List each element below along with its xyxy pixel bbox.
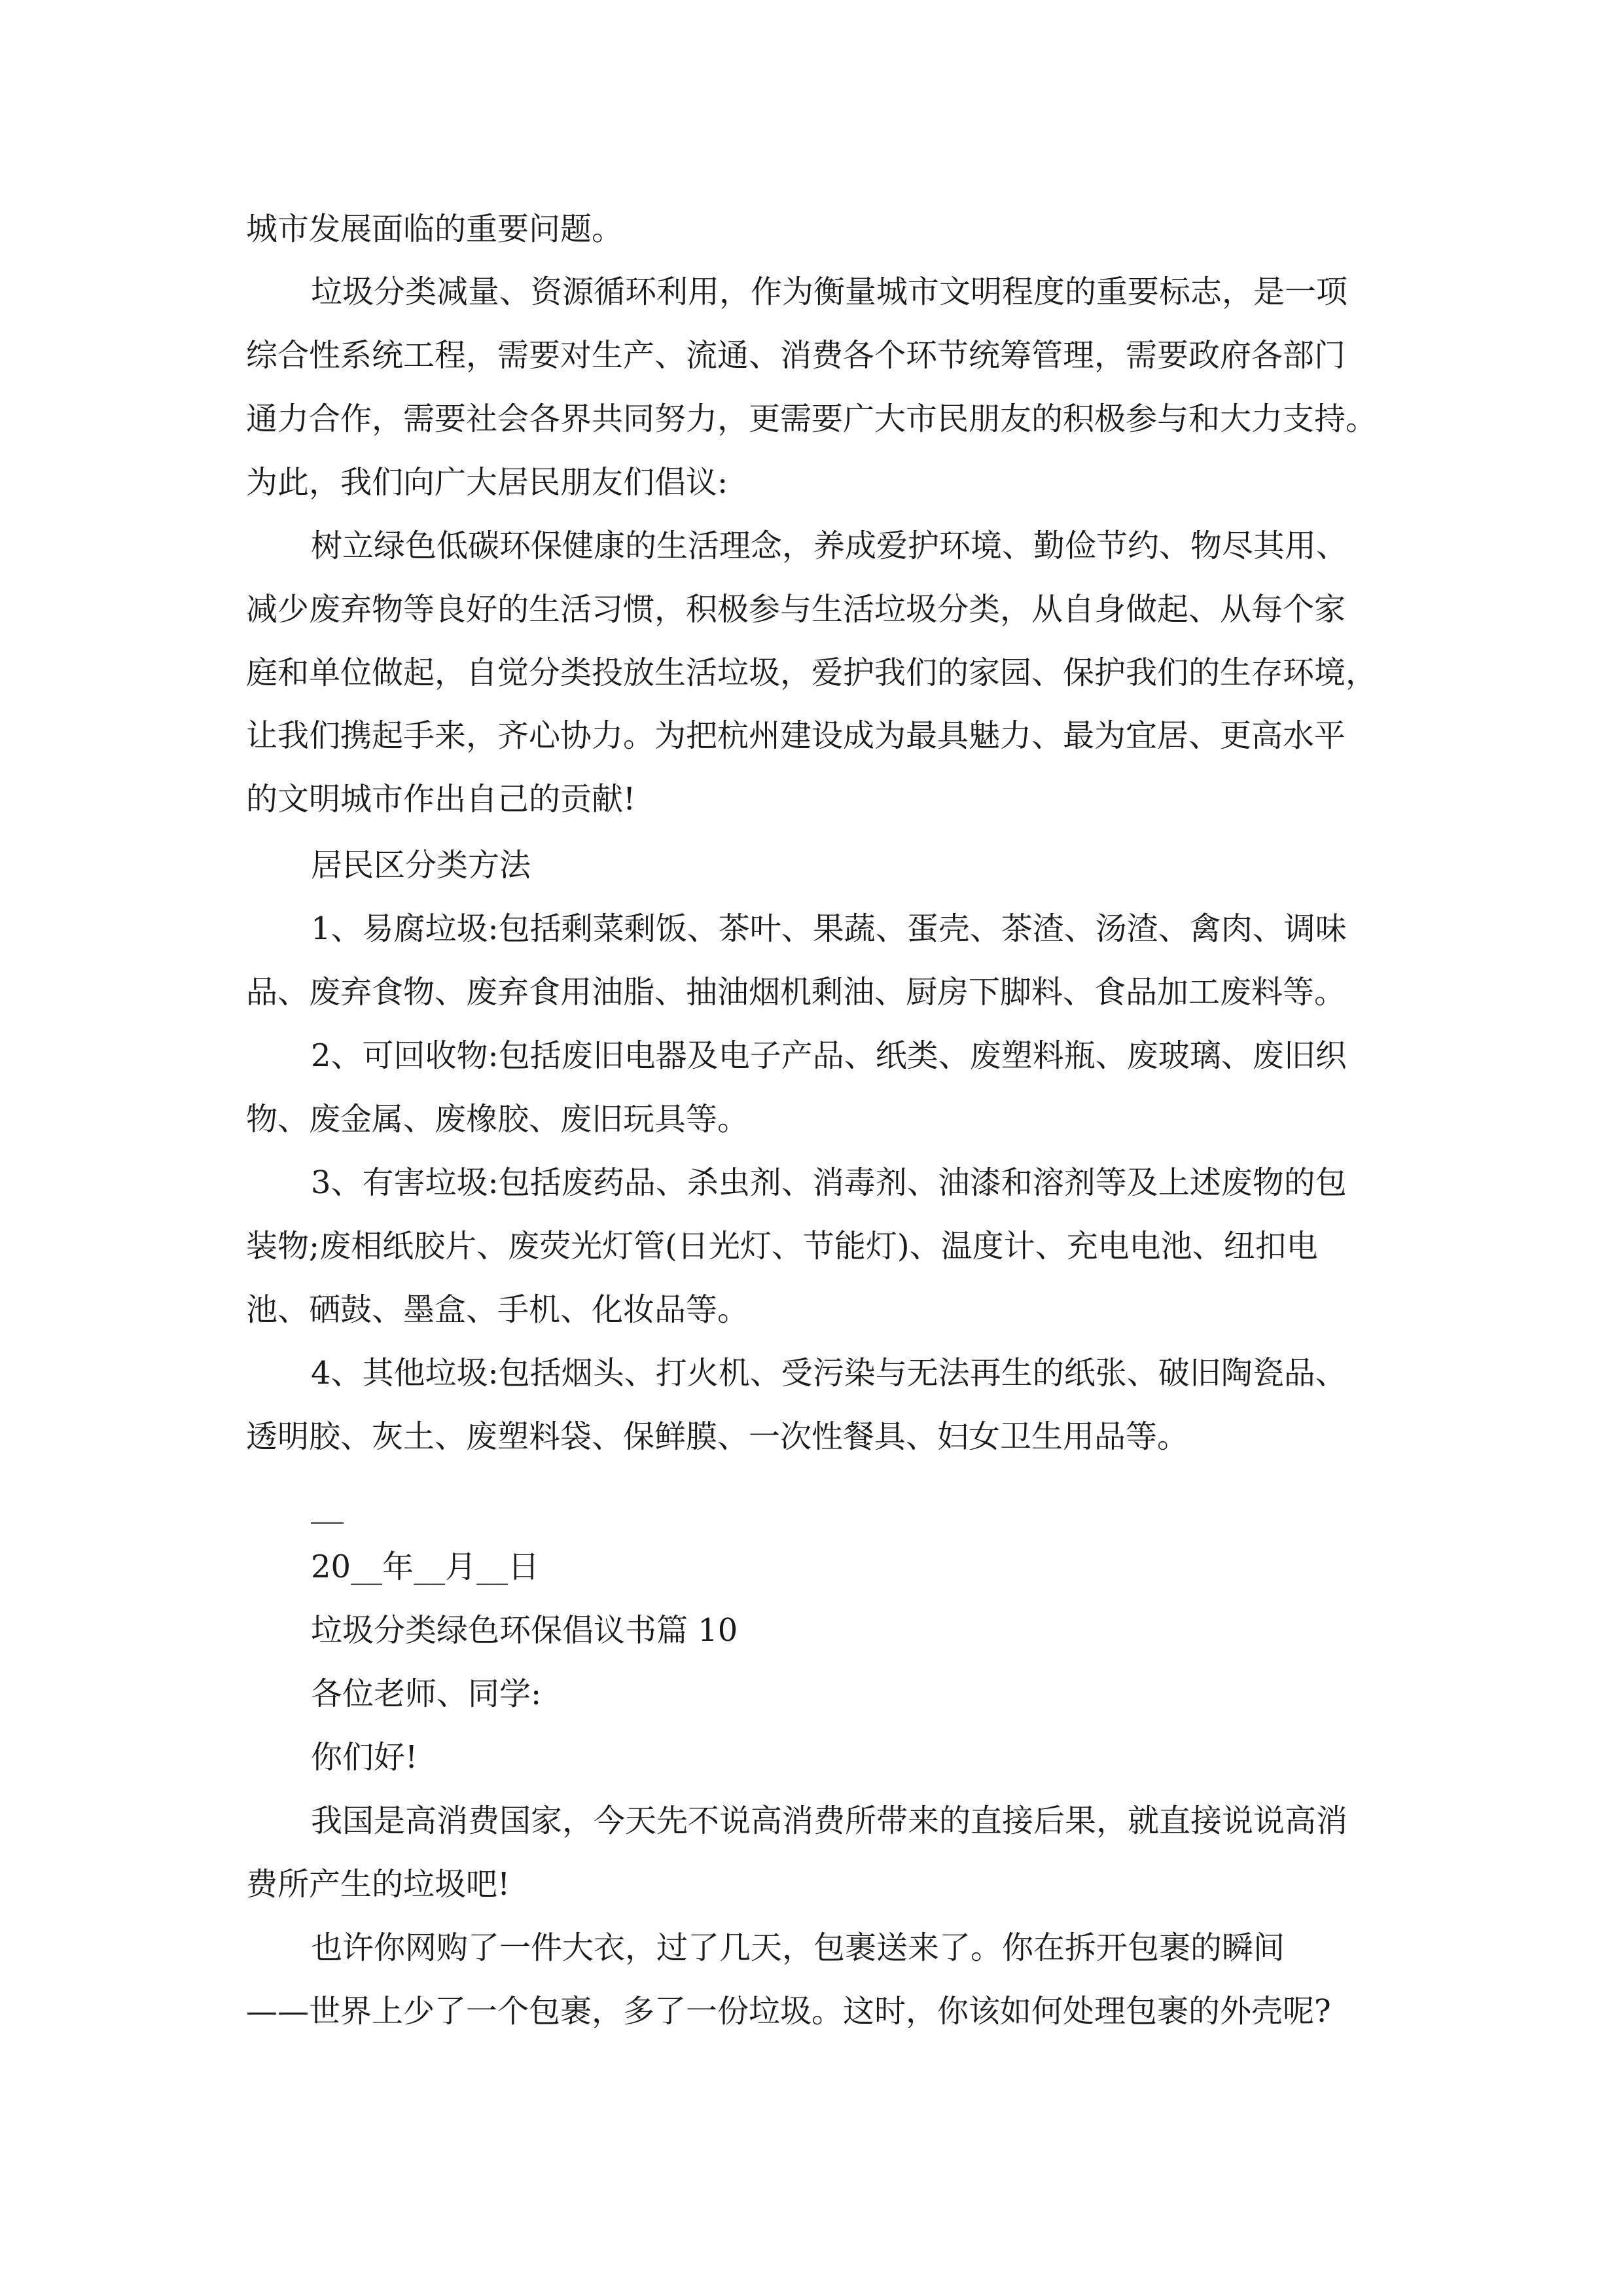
text-line: 品、废弃食物、废弃食用油脂、抽油烟机剩油、厨房下脚料、食品加工废料等。 — [246, 974, 1346, 1011]
paragraph-line: 我国是高消费国家，今天先不说高消费所带来的直接后果，就直接说说高消 — [311, 1803, 1348, 1839]
text-line: 综合性系统工程，需要对生产、流通、消费各个环节统筹管理，需要政府各部门 — [246, 337, 1346, 374]
text-line: 池、硒鼓、墨盒、手机、化妆品等。 — [246, 1291, 749, 1328]
date-line: 20__年__月__日 — [311, 1549, 540, 1585]
text-line: ——世界上少了一个包裹，多了一份垃圾。这时，你该如何处理包裹的外壳呢? — [246, 1993, 1331, 2030]
text-line: 减少废弃物等良好的生活习惯，积极参与生活垃圾分类，从自身做起、从每个家 — [246, 591, 1346, 628]
paragraph-line: 树立绿色低碳环保健康的生活理念，养成爱护环境、勤俭节约、物尽其用、 — [311, 528, 1348, 564]
paragraph-line: 3、有害垃圾:包括废药品、杀虫剂、消毒剂、油漆和溶剂等及上述废物的包 — [311, 1164, 1347, 1201]
text-line: 让我们携起手来，齐心协力。为把杭州建设成为最具魅力、最为宜居、更高水平 — [246, 717, 1346, 754]
paragraph-line: 4、其他垃圾:包括烟头、打火机、受污染与无法再生的纸张、破旧陶瓷品、 — [311, 1355, 1347, 1391]
greeting: 你们好! — [311, 1739, 418, 1776]
paragraph-line: 也许你网购了一件大衣，过了几天，包裹送来了。你在拆开包裹的瞬间 — [311, 1929, 1285, 1966]
paragraph-line: 1、易腐垃圾:包括剩菜剩饭、茶叶、果蔬、蛋壳、茶渣、汤渣、禽肉、调味 — [311, 910, 1347, 947]
section-heading: 居民区分类方法 — [311, 847, 531, 884]
paragraph-line: 2、可回收物:包括废旧电器及电子产品、纸类、废塑料瓶、废玻璃、废旧织 — [311, 1037, 1347, 1074]
text-line: 透明胶、灰土、废塑料袋、保鲜膜、一次性餐具、妇女卫生用品等。 — [246, 1418, 1189, 1455]
salutation: 各位老师、同学: — [311, 1676, 542, 1712]
text-line: 装物;废相纸胶片、废荧光灯管(日光灯、节能灯)、温度计、充电电池、纽扣电 — [246, 1228, 1318, 1265]
paragraph-line: 垃圾分类减量、资源循环利用，作为衡量城市文明程度的重要标志，是一项 — [311, 274, 1348, 310]
text-line: 为此，我们向广大居民朋友们倡议: — [246, 464, 728, 501]
text-line: 城市发展面临的重要问题。 — [246, 211, 624, 247]
text-line: 庭和单位做起，自觉分类投放生活垃圾，爱护我们的家园、保护我们的生存环境， — [246, 655, 1378, 691]
document-title: 垃圾分类绿色环保倡议书篇 10 — [311, 1612, 738, 1649]
text-line: 物、废金属、废橡胶、废旧玩具等。 — [246, 1101, 749, 1138]
text-line: 通力合作，需要社会各界共同努力，更需要广大市民朋友的积极参与和大力支持。 — [246, 401, 1378, 437]
text-line: 的文明城市作出自己的贡献! — [246, 781, 636, 817]
separator-dash — [311, 1522, 344, 1524]
text-line: 费所产生的垃圾吧! — [246, 1866, 510, 1903]
